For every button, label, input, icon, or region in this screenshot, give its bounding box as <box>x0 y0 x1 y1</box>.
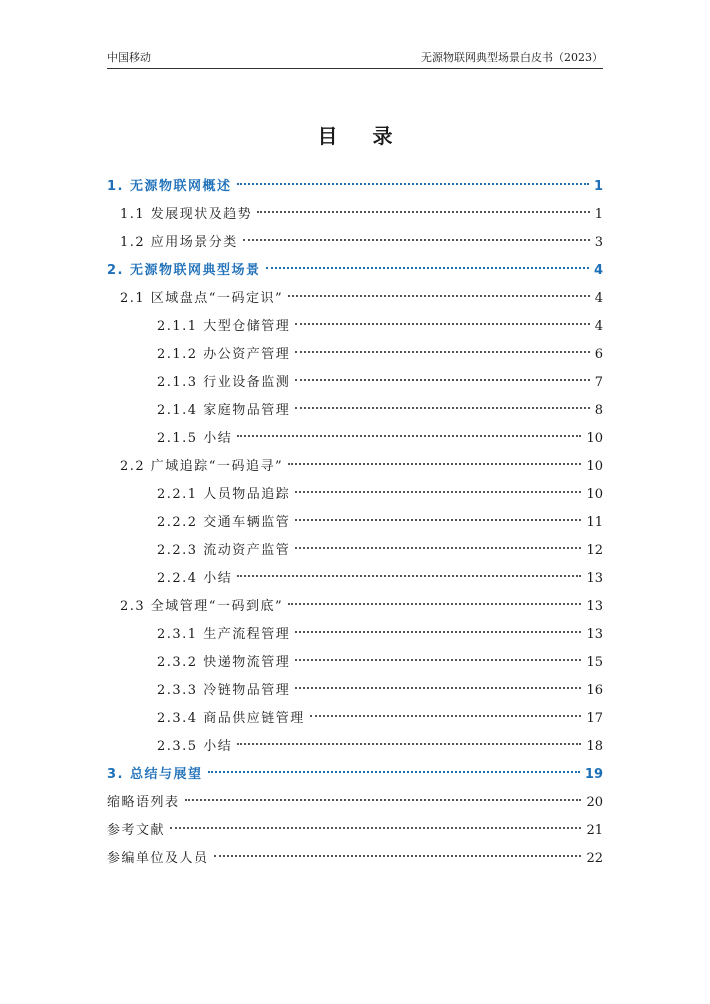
toc-entry-label: 1.2 应用场景分类 <box>120 235 238 250</box>
toc-entry-label: 2.3.3 冷链物品管理 <box>157 683 291 698</box>
toc-entry-page: 4 <box>593 263 603 278</box>
toc-leader-dots <box>237 743 581 745</box>
toc-leader-dots <box>310 715 582 717</box>
toc-entry-chapter-2[interactable] <box>107 261 603 281</box>
toc-entry-label: 2.3.2 快递物流管理 <box>157 655 291 670</box>
toc-entry-page: 22 <box>586 851 603 866</box>
page-header <box>107 48 603 69</box>
toc-leader-dots <box>295 519 581 521</box>
toc-entry-2-1-3[interactable] <box>157 373 603 393</box>
toc-entry-references[interactable] <box>107 821 603 841</box>
toc-entry-page: 13 <box>586 571 603 586</box>
toc-entry-page: 6 <box>594 347 603 362</box>
toc-entry-page: 11 <box>586 515 603 530</box>
toc-leader-dots <box>295 547 581 549</box>
toc-entry-2-3-1[interactable] <box>157 625 603 645</box>
toc-entry-page: 4 <box>594 291 603 306</box>
toc-entry-label: 2.2.4 小结 <box>157 571 233 586</box>
toc-leader-dots <box>295 659 581 661</box>
toc-entry-page: 18 <box>586 739 603 754</box>
toc-entry-page: 21 <box>586 823 603 838</box>
toc-entry-1-2[interactable] <box>120 233 603 253</box>
toc-entry-2-3-3[interactable] <box>157 681 603 701</box>
toc-entry-2-2-1[interactable] <box>157 485 603 505</box>
toc-entry-2-2-2[interactable] <box>157 513 603 533</box>
toc-leader-dots <box>295 379 590 381</box>
toc-entry-chapter-1[interactable] <box>107 177 603 197</box>
toc-entry-page: 10 <box>586 459 603 474</box>
toc-entry-page: 10 <box>586 487 603 502</box>
toc-leader-dots <box>288 463 581 465</box>
toc-entry-2-3-2[interactable] <box>157 653 603 673</box>
toc-entry-page: 1 <box>593 179 603 194</box>
toc-entry-label: 2.2.1 人员物品追踪 <box>157 487 291 502</box>
toc-entry-page: 3 <box>594 235 603 250</box>
toc-entry-abbreviations[interactable] <box>107 793 603 813</box>
toc-entry-page: 10 <box>586 431 603 446</box>
toc-leader-dots <box>288 603 581 605</box>
toc-entry-page: 8 <box>594 403 603 418</box>
toc-entry-page: 7 <box>594 375 603 390</box>
toc-entry-label: 参编单位及人员 <box>107 851 209 866</box>
toc-entry-2-3[interactable] <box>120 597 603 617</box>
toc-entry-2-2[interactable] <box>120 457 603 477</box>
toc-leader-dots <box>266 267 589 269</box>
header-company: 中国移动 <box>107 51 151 64</box>
toc-entry-page: 1 <box>594 207 603 222</box>
toc-entry-page: 13 <box>586 599 603 614</box>
toc-entry-page: 15 <box>586 655 603 670</box>
toc-entry-2-1-1[interactable] <box>157 317 603 337</box>
toc-entry-label: 1. 无源物联网概述 <box>107 179 232 194</box>
toc-entry-2-2-3[interactable] <box>157 541 603 561</box>
toc-entry-label: 3. 总结与展望 <box>107 767 203 782</box>
toc-leader-dots <box>185 799 582 801</box>
toc-entry-page: 13 <box>586 627 603 642</box>
toc-leader-dots <box>295 407 590 409</box>
toc-entry-label: 2.1.1 大型仓储管理 <box>157 319 291 334</box>
toc-leader-dots <box>237 575 581 577</box>
toc-leader-dots <box>295 631 581 633</box>
toc-entry-label: 1.1 发展现状及趋势 <box>120 207 253 222</box>
header-document-title: 无源物联网典型场景白皮书（2023） <box>421 51 603 64</box>
toc-entry-label: 2.1.5 小结 <box>157 431 233 446</box>
toc-entry-label: 2.3.1 生产流程管理 <box>157 627 291 642</box>
toc-entry-page: 19 <box>584 767 603 782</box>
toc-leader-dots <box>214 855 582 857</box>
toc-entry-label: 2.3.4 商品供应链管理 <box>157 711 305 726</box>
toc-leader-dots <box>295 351 590 353</box>
toc-entry-2-1[interactable] <box>120 289 603 309</box>
toc-leader-dots <box>288 295 590 297</box>
toc-entry-label: 缩略语列表 <box>107 795 180 810</box>
toc-leader-dots <box>295 491 581 493</box>
toc-leader-dots <box>257 211 589 213</box>
toc-entry-chapter-3[interactable] <box>107 765 603 785</box>
toc-entry-2-2-4[interactable] <box>157 569 603 589</box>
toc-leader-dots <box>237 183 589 185</box>
toc-entry-label: 2.1.4 家庭物品管理 <box>157 403 291 418</box>
toc-leader-dots <box>237 435 581 437</box>
toc-entry-page: 12 <box>586 543 603 558</box>
toc-entry-label: 2. 无源物联网典型场景 <box>107 263 261 278</box>
toc-entry-2-1-2[interactable] <box>157 345 603 365</box>
toc-entry-label: 2.2.3 流动资产监管 <box>157 543 291 558</box>
toc-entry-page: 4 <box>594 319 603 334</box>
toc-entry-label: 2.2.2 交通车辆监管 <box>157 515 291 530</box>
toc-entry-label: 2.2 广域追踪“一码追寻” <box>120 459 284 474</box>
toc-leader-dots <box>295 323 590 325</box>
toc-entry-label: 2.3.5 小结 <box>157 739 233 754</box>
toc-entry-label: 2.3 全域管理“一码到底” <box>120 599 284 614</box>
toc-title: 目 录 <box>317 124 407 148</box>
toc-leader-dots <box>208 771 580 773</box>
toc-entry-page: 20 <box>586 795 603 810</box>
toc-entry-1-1[interactable] <box>120 205 603 225</box>
toc-entry-2-3-5[interactable] <box>157 737 603 757</box>
toc-entry-label: 2.1 区域盘点“一码定识” <box>120 291 284 306</box>
toc-entry-2-1-5[interactable] <box>157 429 603 449</box>
toc-entry-contributors[interactable] <box>107 849 603 869</box>
toc-entry-2-3-4[interactable] <box>157 709 603 729</box>
toc-entry-label: 2.1.2 办公资产管理 <box>157 347 291 362</box>
toc-entry-2-1-4[interactable] <box>157 401 603 421</box>
toc-leader-dots <box>295 687 581 689</box>
toc-entry-page: 17 <box>586 711 603 726</box>
toc-entry-page: 16 <box>586 683 603 698</box>
toc-leader-dots <box>170 827 581 829</box>
toc-entry-label: 2.1.3 行业设备监测 <box>157 375 291 390</box>
toc-entry-label: 参考文献 <box>107 823 166 838</box>
toc-leader-dots <box>243 239 590 241</box>
